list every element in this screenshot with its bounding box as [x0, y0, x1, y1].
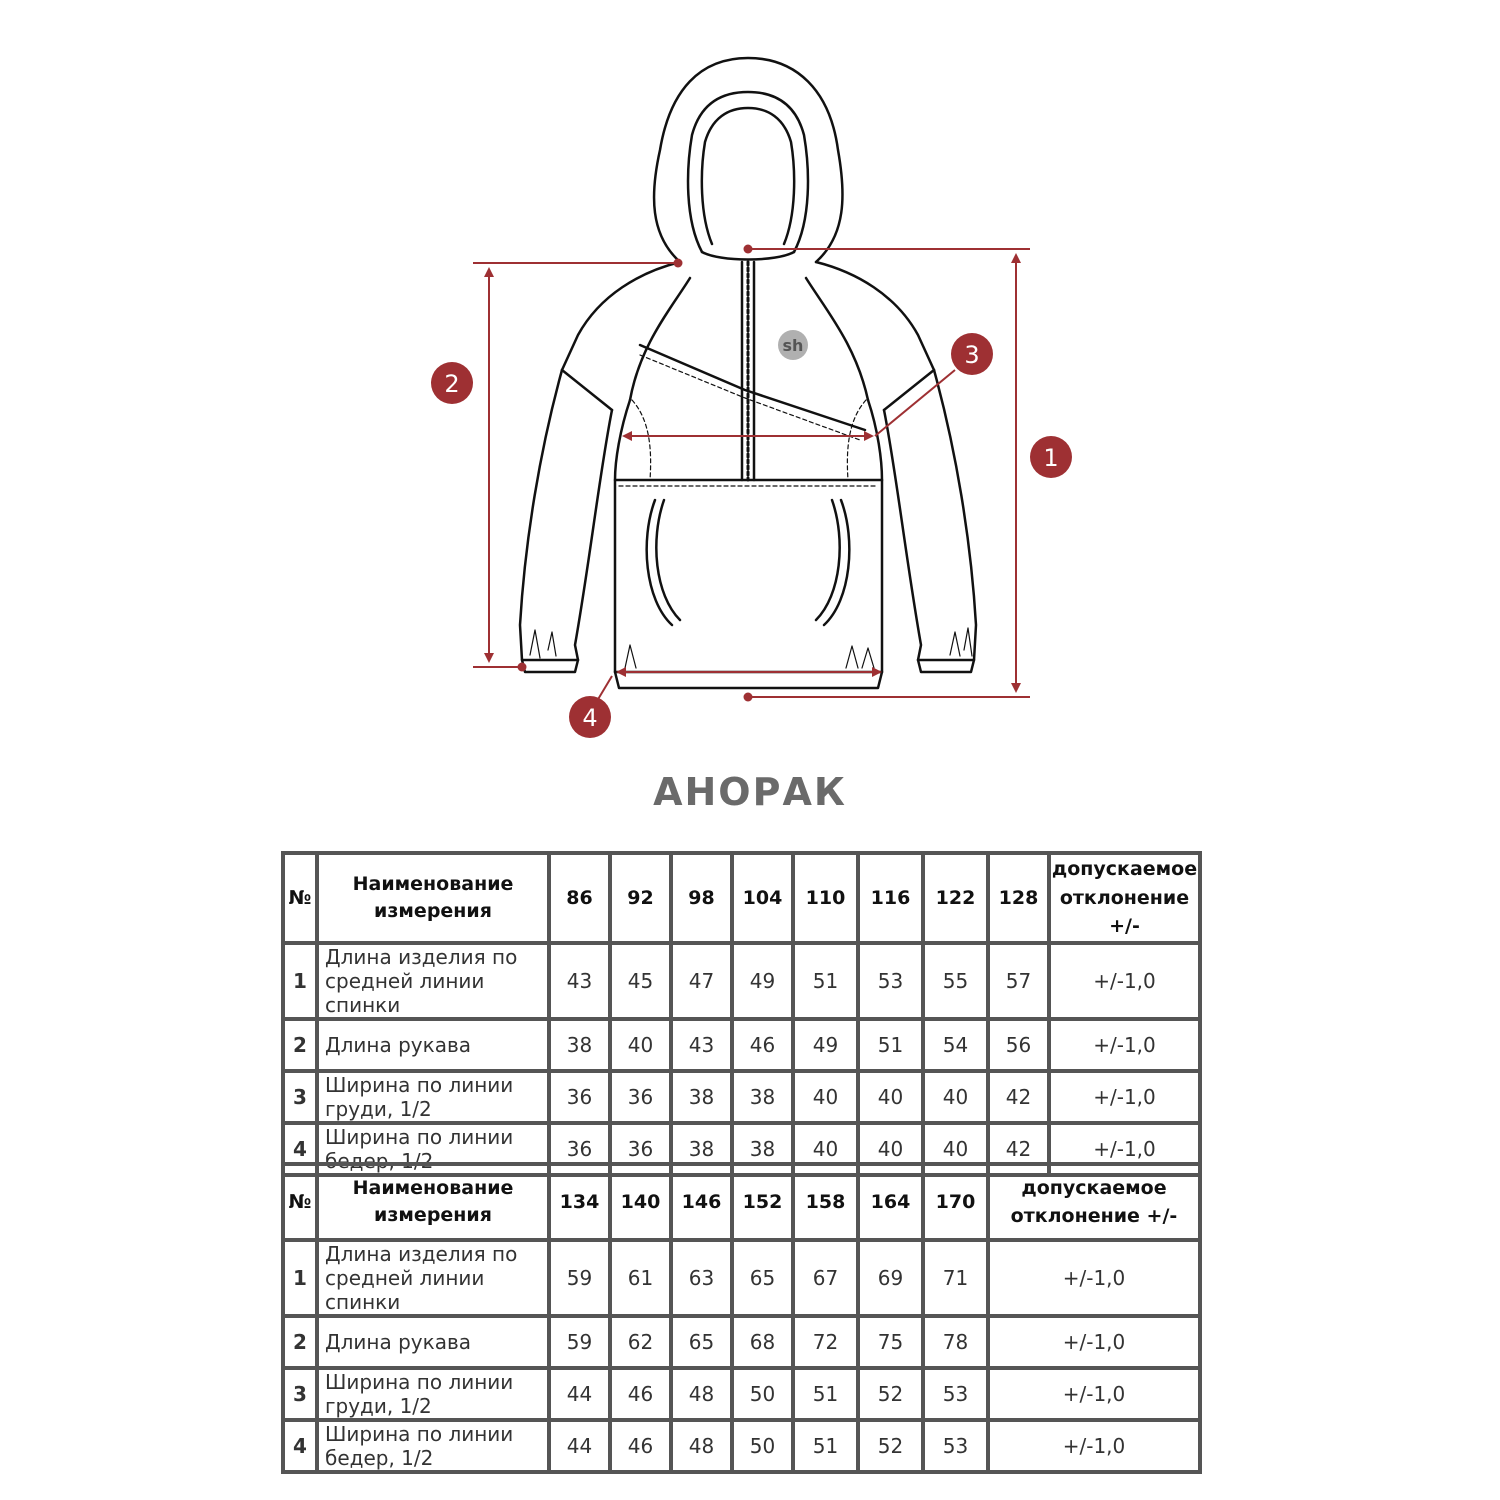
table-header-row — [283, 1164, 1200, 1240]
brand-logo-text: sh — [782, 336, 804, 355]
cell-value: 40 — [793, 1123, 858, 1175]
marker-4 — [569, 696, 611, 738]
cell-value: 52 — [858, 1368, 923, 1420]
header-size: 86 — [549, 853, 610, 943]
row-num: 3 — [283, 1368, 317, 1420]
cell-value: 40 — [923, 1071, 988, 1123]
header-size: 158 — [793, 1164, 858, 1240]
cell-value: 65 — [732, 1240, 793, 1316]
header-tolerance: допускаемое отклонение +/- — [1049, 853, 1200, 943]
cell-value: 40 — [923, 1123, 988, 1175]
cell-value: 51 — [793, 1368, 858, 1420]
cell-value: 51 — [793, 943, 858, 1019]
row-num: 2 — [283, 1019, 317, 1071]
header-size: 170 — [923, 1164, 988, 1240]
svg-text:3: 3 — [964, 341, 980, 369]
cell-value: 44 — [549, 1368, 610, 1420]
table-row — [283, 1240, 1200, 1316]
cell-value: 45 — [610, 943, 671, 1019]
cell-value: 68 — [732, 1316, 793, 1368]
header-size: 104 — [732, 853, 793, 943]
svg-text:4: 4 — [582, 704, 598, 732]
cell-tolerance: +/-1,0 — [1049, 1123, 1200, 1175]
cell-tolerance: +/-1,0 — [988, 1316, 1200, 1368]
cell-value: 52 — [858, 1420, 923, 1472]
cell-value: 36 — [549, 1123, 610, 1175]
row-measurement-name: Ширина по линии бедер, 1/2 — [317, 1420, 549, 1472]
row-num: 1 — [283, 943, 317, 1019]
cell-value: 53 — [923, 1368, 988, 1420]
cell-value: 62 — [610, 1316, 671, 1368]
marker-2 — [431, 362, 473, 404]
header-size: 92 — [610, 853, 671, 943]
table-row — [283, 1019, 1200, 1071]
cell-value: 54 — [923, 1019, 988, 1071]
cell-value: 67 — [793, 1240, 858, 1316]
cell-tolerance: +/-1,0 — [1049, 1071, 1200, 1123]
header-size: 110 — [793, 853, 858, 943]
cell-value: 53 — [858, 943, 923, 1019]
header-num: № — [283, 1164, 317, 1240]
cell-value: 40 — [610, 1019, 671, 1071]
cell-value: 46 — [610, 1368, 671, 1420]
cell-value: 36 — [610, 1071, 671, 1123]
cell-value: 50 — [732, 1420, 793, 1472]
cell-value: 49 — [732, 943, 793, 1019]
cell-value: 72 — [793, 1316, 858, 1368]
cell-value: 69 — [858, 1240, 923, 1316]
table-row — [283, 943, 1200, 1019]
header-num: № — [283, 853, 317, 943]
row-num: 4 — [283, 1420, 317, 1472]
marker-1 — [1030, 436, 1072, 478]
row-measurement-name: Длина изделия по средней линии спинки — [317, 943, 549, 1019]
cell-tolerance: +/-1,0 — [988, 1240, 1200, 1316]
cell-value: 46 — [610, 1420, 671, 1472]
cell-value: 56 — [988, 1019, 1049, 1071]
cell-value: 46 — [732, 1019, 793, 1071]
row-num: 2 — [283, 1316, 317, 1368]
cell-value: 36 — [549, 1071, 610, 1123]
cell-value: 53 — [923, 1420, 988, 1472]
cell-tolerance: +/-1,0 — [1049, 943, 1200, 1019]
page-title: АНОРАК — [653, 770, 847, 814]
header-measurement-name: Наименование измерения — [317, 1164, 549, 1240]
row-measurement-name: Длина изделия по средней линии спинки — [317, 1240, 549, 1316]
cell-tolerance: +/-1,0 — [1049, 1019, 1200, 1071]
cell-value: 71 — [923, 1240, 988, 1316]
row-num: 4 — [283, 1123, 317, 1175]
table-row — [283, 1316, 1200, 1368]
header-tolerance: допускаемое отклонение +/- — [988, 1164, 1200, 1240]
cell-tolerance: +/-1,0 — [988, 1420, 1200, 1472]
cell-value: 61 — [610, 1240, 671, 1316]
row-measurement-name: Ширина по линии груди, 1/2 — [317, 1071, 549, 1123]
cell-value: 48 — [671, 1420, 732, 1472]
header-size: 140 — [610, 1164, 671, 1240]
cell-value: 57 — [988, 943, 1049, 1019]
row-num: 3 — [283, 1071, 317, 1123]
cell-value: 55 — [923, 943, 988, 1019]
cell-value: 38 — [549, 1019, 610, 1071]
cell-value: 43 — [671, 1019, 732, 1071]
row-measurement-name: Длина рукава — [317, 1019, 549, 1071]
row-measurement-name: Ширина по линии груди, 1/2 — [317, 1368, 549, 1420]
row-num: 1 — [283, 1240, 317, 1316]
header-size: 116 — [858, 853, 923, 943]
header-size: 152 — [732, 1164, 793, 1240]
header-size: 146 — [671, 1164, 732, 1240]
cell-value: 59 — [549, 1240, 610, 1316]
cell-value: 51 — [793, 1420, 858, 1472]
cell-value: 49 — [793, 1019, 858, 1071]
cell-value: 42 — [988, 1123, 1049, 1175]
table-row — [283, 1368, 1200, 1420]
cell-value: 63 — [671, 1240, 732, 1316]
cell-value: 42 — [988, 1071, 1049, 1123]
size-table-2 — [281, 1162, 1202, 1474]
table-row — [283, 1420, 1200, 1472]
measurement-lines — [473, 249, 1030, 706]
cell-value: 75 — [858, 1316, 923, 1368]
header-size: 128 — [988, 853, 1049, 943]
cell-value: 38 — [671, 1123, 732, 1175]
jacket-outline — [520, 58, 976, 688]
cell-value: 40 — [858, 1123, 923, 1175]
cell-value: 50 — [732, 1368, 793, 1420]
row-measurement-name: Ширина по линии бедер, 1/2 — [317, 1123, 549, 1175]
cell-tolerance: +/-1,0 — [988, 1368, 1200, 1420]
cell-value: 44 — [549, 1420, 610, 1472]
cell-value: 38 — [671, 1071, 732, 1123]
svg-text:2: 2 — [444, 370, 460, 398]
cell-value: 38 — [732, 1123, 793, 1175]
cell-value: 59 — [549, 1316, 610, 1368]
cell-value: 48 — [671, 1368, 732, 1420]
cell-value: 38 — [732, 1071, 793, 1123]
cell-value: 78 — [923, 1316, 988, 1368]
svg-text:1: 1 — [1043, 444, 1059, 472]
cell-value: 65 — [671, 1316, 732, 1368]
header-size: 122 — [923, 853, 988, 943]
table-header-row — [283, 853, 1200, 943]
row-measurement-name: Длина рукава — [317, 1316, 549, 1368]
cell-value: 40 — [793, 1071, 858, 1123]
cell-value: 43 — [549, 943, 610, 1019]
header-measurement-name: Наименование измерения — [317, 853, 549, 943]
header-size: 98 — [671, 853, 732, 943]
cell-value: 36 — [610, 1123, 671, 1175]
cell-value: 47 — [671, 943, 732, 1019]
size-table-1 — [281, 851, 1202, 1177]
header-size: 164 — [858, 1164, 923, 1240]
header-size: 134 — [549, 1164, 610, 1240]
marker-3 — [951, 333, 993, 375]
cell-value: 51 — [858, 1019, 923, 1071]
table-row — [283, 1071, 1200, 1123]
cell-value: 40 — [858, 1071, 923, 1123]
